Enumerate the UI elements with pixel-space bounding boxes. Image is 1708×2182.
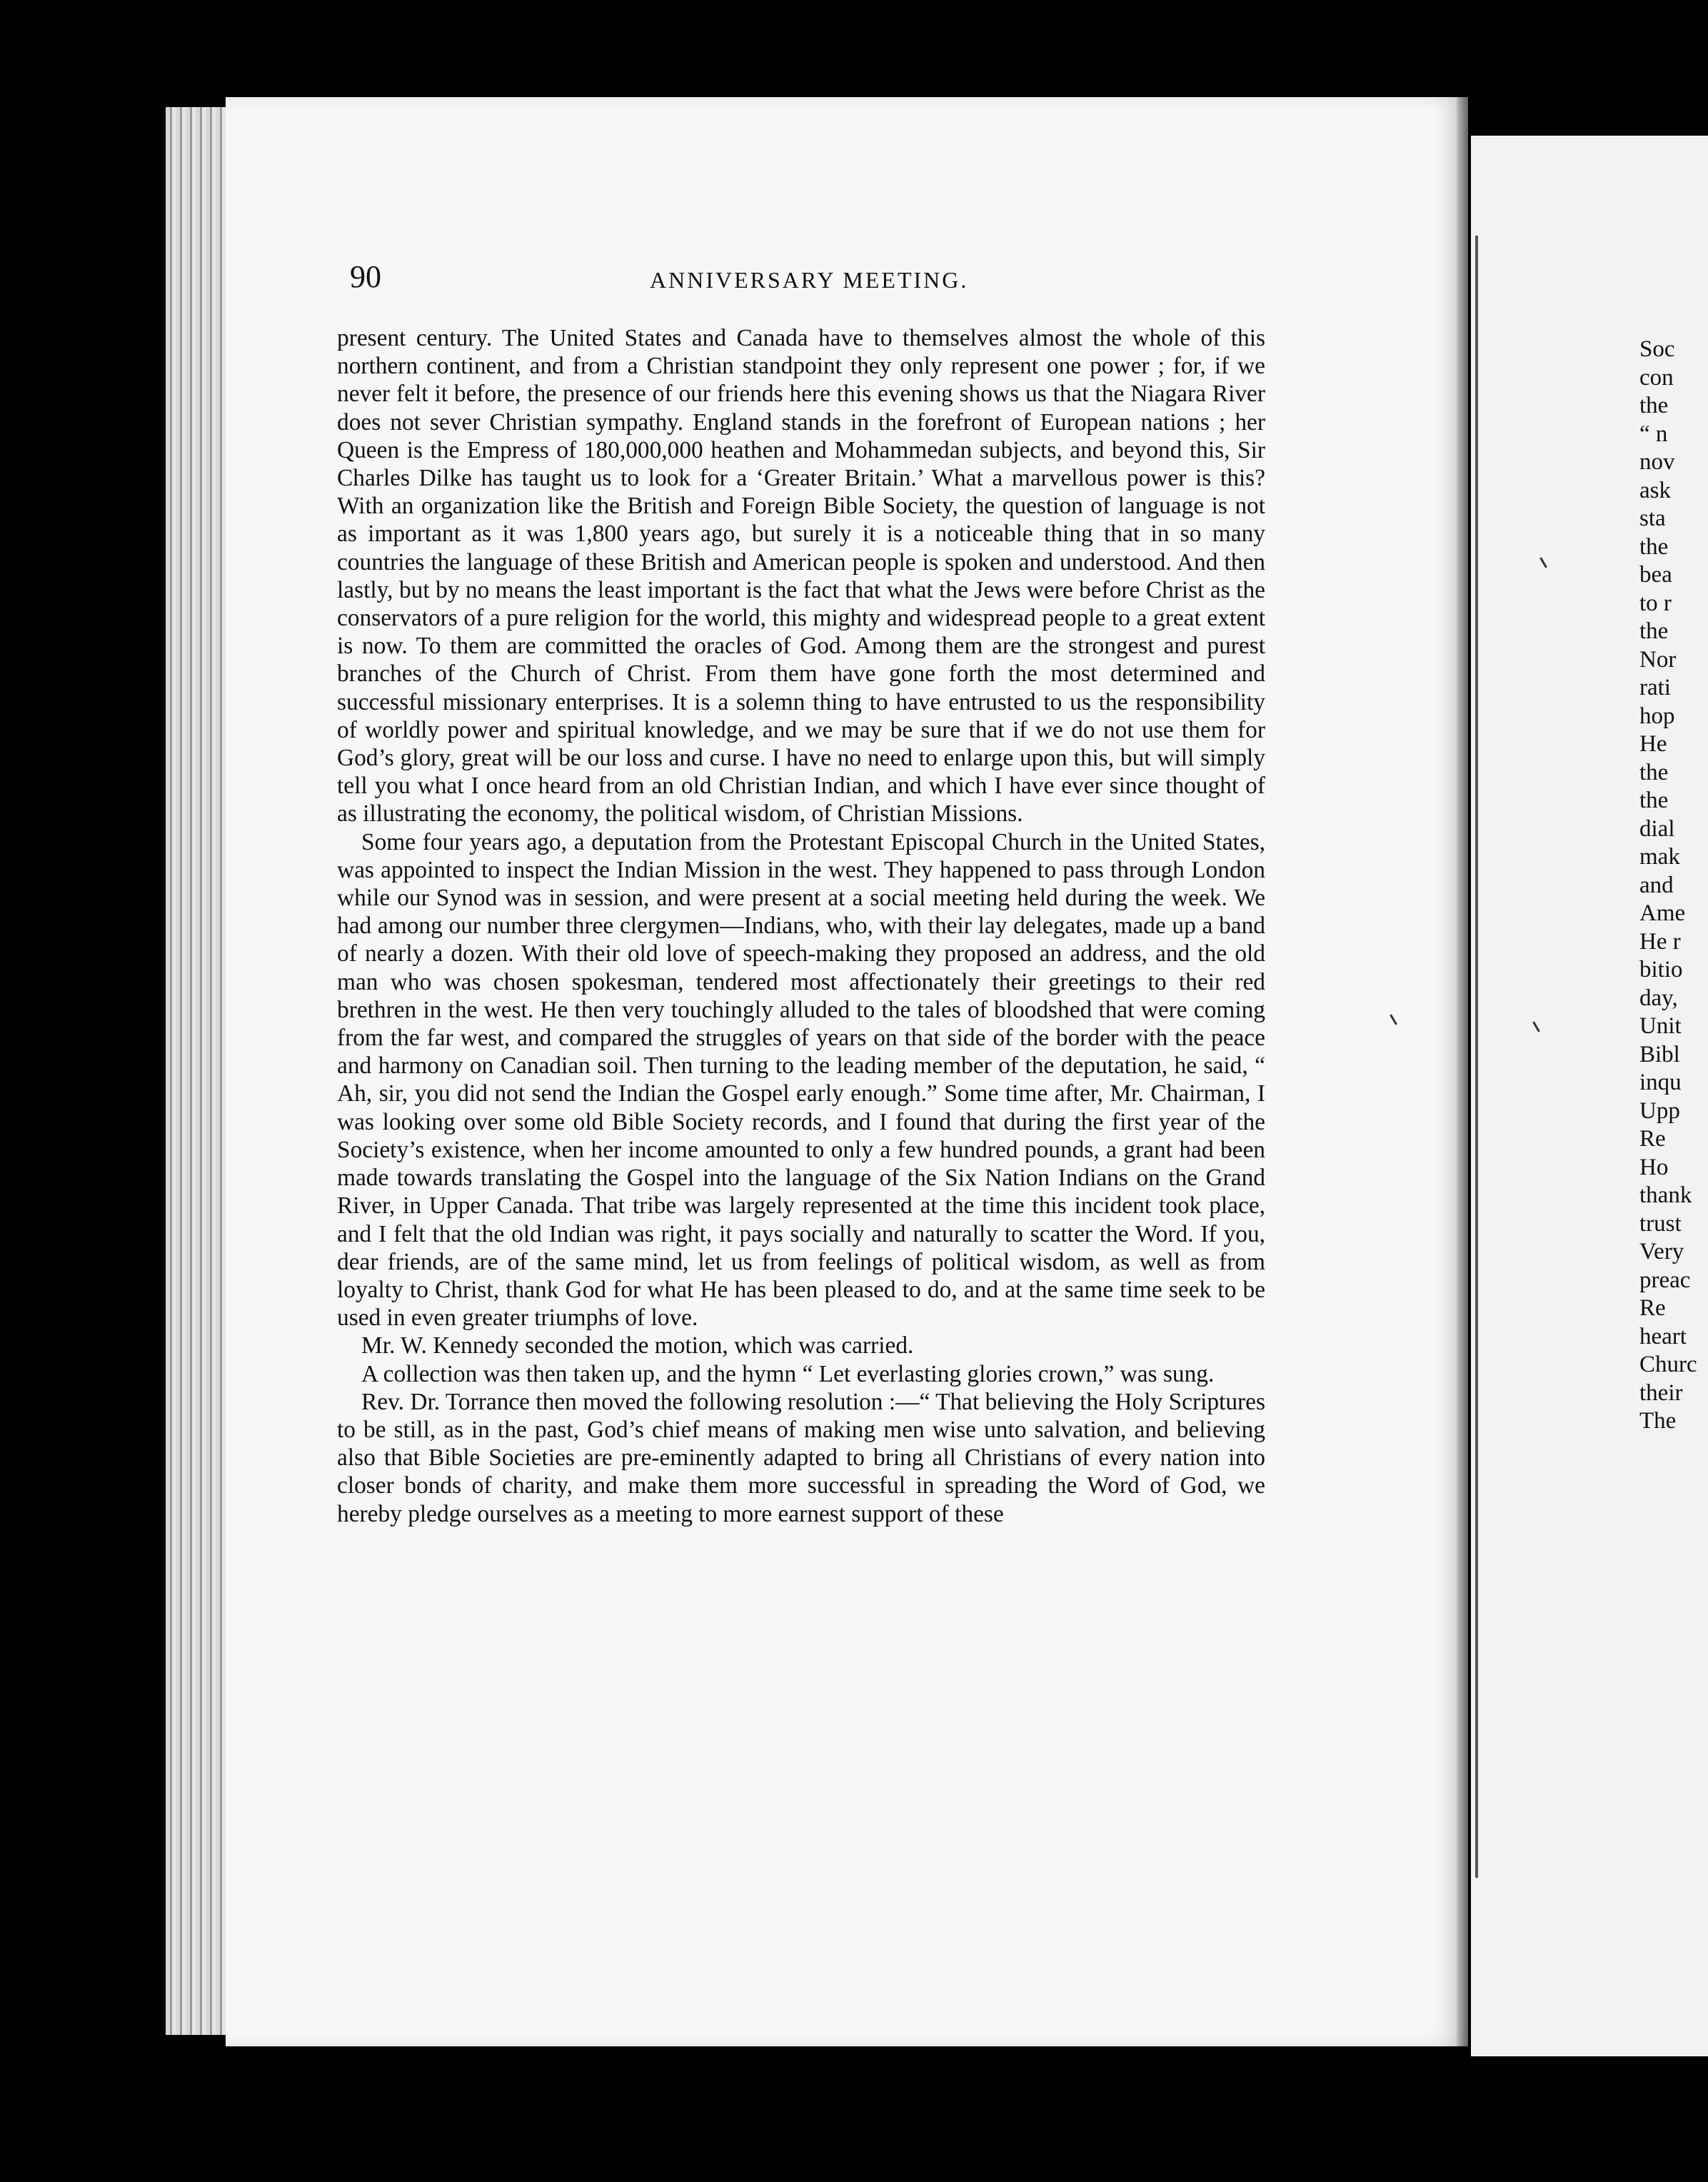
- facing-page-line: bea: [1639, 562, 1672, 588]
- paragraph-1: present century. The United States and Canada have to themselves almost the whole of this northern continent, and from a Christian standpoint they only represent one power ; for, if we never felt it before, the presence of our friends here this evening shows us that the Niagara River does not sever Christian sympathy. England stands in the forefront of European nations ; her Queen is the Empress of 180,000,000 heathen and Mohammedan subjects, and beyond this, Sir Charles Dilke has taught us to look for a ‘Greater Britain.’ What a marvellous power is this? With an organization like the British and Foreign Bible Society, the question of language is not as important as it was 1,800 years ago, but surely it is a noticeable thing that in so many countries the language of these British and American people is spoken and understood. And then lastly, but by no means the least important is the fact that what the Jews were before Christ as the conservators of a pure religion for the world, this mighty and widespread people to a great extent is now. To them are committed the oracles of God. Among them are the strongest and purest branches of the Church of Christ. From them have gone forth the most determined and successful missionary enterprises. It is a solemn thing to have entrusted to us the responsibility of worldly power and spiritual knowledge, and we may be sure that if we do not use them for God’s glory, great will be our loss and curse. I have no need to enlarge upon this, but will simply tell you what I once heard from an old Christian Indian, and which I have ever since thought of as illustrating the economy, the political wisdom, of Christian Missions.: [337, 325, 1265, 828]
- facing-page-line: the: [1639, 533, 1669, 560]
- facing-page-line: and: [1639, 872, 1674, 898]
- facing-page-line: inqu: [1639, 1070, 1682, 1095]
- facing-page-line: Upp: [1639, 1097, 1680, 1124]
- facing-page-line: Re: [1639, 1295, 1666, 1321]
- facing-page-line: He r: [1639, 928, 1681, 955]
- running-head: ANNIVERSARY MEETING.: [650, 267, 969, 293]
- facing-page-line: The: [1639, 1408, 1677, 1434]
- facing-page-line: Churc: [1639, 1352, 1697, 1377]
- facing-page-line: mak: [1639, 844, 1680, 870]
- paragraph-4: A collection was then taken up, and the hymn “ Let everlasting glories crown,” was sung.: [361, 1360, 1215, 1387]
- facing-page-line: hop: [1639, 703, 1675, 729]
- facing-page-line: nov: [1639, 449, 1675, 475]
- facing-page-text: [1639, 336, 1708, 1436]
- book-page-stack: [166, 107, 228, 2035]
- facing-page-line: the: [1639, 759, 1669, 785]
- facing-page-line: Ho: [1639, 1154, 1669, 1180]
- facing-page-line: the: [1639, 788, 1669, 813]
- facing-page-line: to r: [1639, 590, 1672, 616]
- facing-page-line: preac: [1639, 1267, 1691, 1293]
- paragraph-2: Some four years ago, a deputation from the Protestant Episcopal Church in the United States, was appointed to inspect the Indian Mission in the west. They happened to pass through London while our Synod was in session, and were present at a social meeting held during the week. We had among our number three clergymen—Indians, who, with their lay delegates, made up a band of nearly a dozen. With their old love of speech-making they proposed an address, and the old man who was chosen spokesman, tendered most affectionately their greetings to their red brethren in the west. He then very touchingly alluded to the tales of bloodshed that were coming from the far west, and compared the struggles of years on that side of the border with the peace and harmony on Canadian soil. Then turning to the leading member of the deputation, he said, “ Ah, sir, you did not send the Indian the Gospel early enough.” Some time after, Mr. Chairman, I was looking over some old Bible Society records, and I found that during the first year of the Society’s existence, when her income amounted to only a few hundred pounds, a grant had been made towards translating the Gospel into the language of the Six Nation Indians on the Grand River, in Upper Canada. That tribe was largely represented at the time this incident took place, and I felt that the old Indian was right, it pays socially and naturally to scatter the Word. If you, dear friends, are of the same mind, let us from feelings of political wisdom, as well as from loyalty to Christ, thank God for what He has been pleased to do, and at the same time seek to be used in even greater triumphs of love.: [337, 828, 1265, 1332]
- facing-page-line: the: [1639, 393, 1669, 418]
- facing-page-line: heart: [1639, 1323, 1687, 1349]
- paragraph-3: Mr. W. Kennedy seconded the motion, which was carried.: [361, 1332, 914, 1359]
- facing-page-line: Bibl: [1639, 1041, 1680, 1067]
- facing-page-line: Re: [1639, 1126, 1666, 1152]
- facing-page-line: Soc: [1639, 336, 1675, 362]
- facing-page-line: their: [1639, 1379, 1683, 1406]
- facing-page-line: day,: [1639, 985, 1678, 1011]
- facing-page-line: the: [1639, 618, 1669, 644]
- facing-page-line: Nor: [1639, 646, 1677, 673]
- facing-page-line: Ame: [1639, 900, 1686, 926]
- binding-thread: [1475, 236, 1478, 1878]
- facing-page-line: Very: [1639, 1239, 1684, 1265]
- facing-page-line: ask: [1639, 477, 1671, 503]
- facing-page-line: “ n: [1639, 421, 1668, 447]
- facing-page-line: He: [1639, 731, 1667, 757]
- facing-page-line: thank: [1639, 1182, 1692, 1208]
- facing-page-line: dial: [1639, 815, 1675, 842]
- facing-page-line: rati: [1639, 675, 1671, 700]
- paragraph-5: Rev. Dr. Torrance then moved the following resolution :—“ That believing the Holy Scriptures to be still, as in the past, God’s chief means of making men wise unto salvation, and believing also that Bible Societies are pre-eminently adapted to bring all Christians of every nation into closer bonds of charity, and make them more successful in spreading the Word of God, we hereby pledge ourselves as a meeting to more earnest support of these: [337, 1388, 1265, 1527]
- body-text: [337, 324, 1265, 1528]
- facing-page-line: bitio: [1639, 957, 1683, 982]
- page-number: 90: [350, 259, 381, 294]
- facing-page-line: Unit: [1639, 1013, 1682, 1039]
- facing-page-line: trust: [1639, 1210, 1682, 1237]
- facing-page-line: sta: [1639, 506, 1666, 531]
- facing-page-line: con: [1639, 364, 1674, 391]
